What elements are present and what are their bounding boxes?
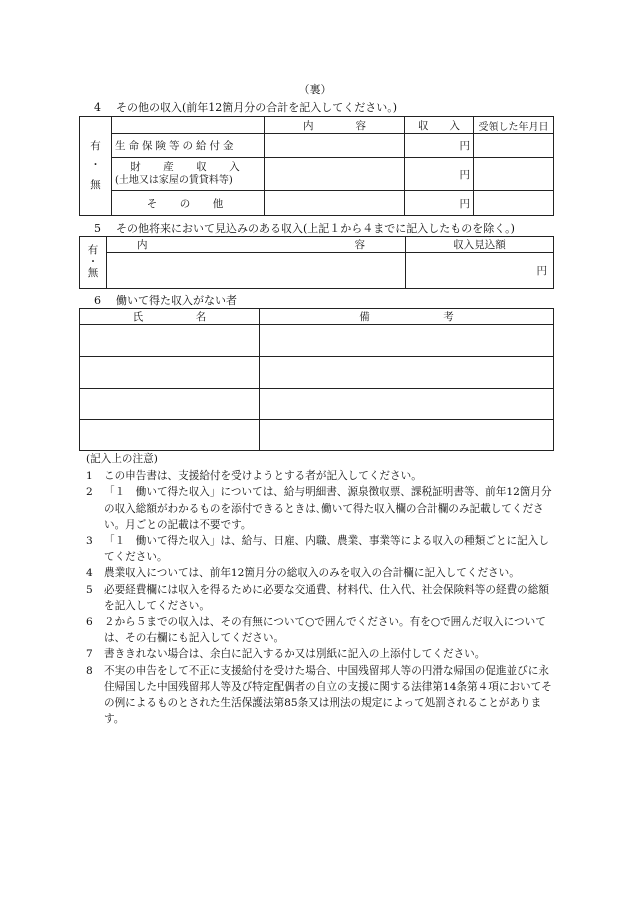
section5-title: その他将来において見込みのある収入(上記１から４までに記入したものを除く。) (116, 222, 515, 235)
no-work-income-table (79, 308, 554, 451)
row-label (112, 158, 265, 191)
income-row-other (80, 191, 554, 216)
remarks-cell[interactable] (260, 325, 554, 357)
income-amount-cell[interactable]: 円 (405, 134, 474, 158)
property-income-label: 財 産 収 入 (130, 161, 246, 173)
section4-yes-no[interactable] (80, 117, 112, 216)
table-row (80, 325, 554, 357)
expected-content-cell[interactable] (107, 253, 406, 289)
note-item: 2 「１ 働いて得た収入」については、給与明細書、源泉徴収票、課税証明書等、前年12箇月分の収入総額がわかるものを添付できるときは､働いて得た収入欄の合計欄のみ記載してください。月ごとの記載は不要です。 (86, 486, 552, 531)
row-label: そ の 他 (112, 191, 265, 216)
separator-dot: ・ (90, 159, 101, 172)
other-income-table (79, 116, 554, 216)
income-row-property (80, 158, 554, 191)
note-item: 8 不実の申告をして不正に支援給付を受けた場合、中国残留邦人等の円滑な帰国の促進並びに永住帰国した中国残留邦人等及び特定配偶者の自立の支援に関する法律第14条第４項においてその例によるものとされた生活保護法第85条又は刑法の規定によって処罰されることがあります。 (86, 664, 552, 726)
property-income-note: (土地又は家屋の賃貸料等) (115, 175, 233, 186)
note-item: 4 農業収入については、前年12箇月分の総収入のみを収入の合計欄に記入してください。 (86, 567, 520, 580)
expected-income-table (79, 236, 554, 289)
section4-title: その他の収入(前年12箇月分の合計を記入してください。) (116, 101, 398, 114)
section5-number: 5 (94, 222, 101, 235)
income-row-insurance (80, 134, 554, 158)
notes-title: (記入上の注意) (86, 453, 158, 465)
table-row (80, 357, 554, 389)
note-item: 7 書ききれない場合は、余白に記入するか又は別紙に記入の上添付してください。 (86, 648, 486, 661)
content-cell[interactable] (265, 191, 405, 216)
name-cell[interactable] (80, 420, 260, 451)
no-option[interactable]: 無 (87, 267, 99, 280)
name-cell[interactable] (80, 325, 260, 357)
header-received-date: 受領した年月日 (474, 117, 554, 134)
section6-number: 6 (94, 294, 101, 307)
section5-yes-no[interactable] (80, 237, 107, 289)
name-cell[interactable] (80, 357, 260, 389)
content-cell[interactable] (265, 134, 405, 158)
header-content: 内 容 (107, 237, 406, 253)
income-amount-cell[interactable]: 円 (405, 158, 474, 191)
remarks-cell[interactable] (260, 420, 554, 451)
table-row (80, 389, 554, 420)
received-date-cell[interactable] (474, 191, 554, 216)
section4-number: 4 (94, 101, 101, 114)
note-item: 6 ２から５までの収入は、その有無について○で囲んでください。有を○で囲んだ収入については、その右欄にも記入してください。 (86, 616, 546, 645)
header-remarks: 備 考 (260, 309, 554, 325)
received-date-cell[interactable] (474, 134, 554, 158)
section6-heading (94, 292, 237, 308)
filling-notes (86, 451, 552, 727)
expected-amount-cell[interactable]: 円 (406, 253, 554, 289)
note-item: 5 必要経費欄には収入を得るために必要な交通費、材料代、仕入代、社会保険料等の経費の総額を記入してください。 (86, 583, 549, 612)
yes-option[interactable]: 有 (90, 140, 101, 153)
separator-dot: ・ (87, 255, 99, 268)
note-item: 1 この申告書は、支援給付を受けようとする者が記入してください。 (86, 470, 422, 483)
header-income: 収 入 (405, 117, 474, 134)
income-amount-cell[interactable]: 円 (405, 191, 474, 216)
header-expected-amount: 収入見込額 (406, 237, 554, 253)
note-item: 3 「１ 働いて得た収入」は、給与、日雇、内職、農業、事業等による収入の種類ごとに記入してください。 (86, 535, 549, 564)
header-content: 内 容 (265, 117, 405, 134)
header-blank (112, 117, 265, 134)
table-row (80, 420, 554, 451)
page-title: （裏） (298, 83, 332, 96)
yes-option[interactable]: 有 (87, 244, 99, 257)
content-cell[interactable] (265, 158, 405, 191)
header-name: 氏 名 (80, 309, 260, 325)
row-label: 生命保険等の給付金 (112, 134, 265, 158)
remarks-cell[interactable] (260, 389, 554, 420)
section5-heading (94, 220, 515, 236)
received-date-cell[interactable] (474, 158, 554, 191)
no-option[interactable]: 無 (90, 178, 101, 191)
section4-heading (94, 99, 397, 115)
name-cell[interactable] (80, 389, 260, 420)
section6-title: 働いて得た収入がない者 (116, 294, 237, 307)
remarks-cell[interactable] (260, 357, 554, 389)
